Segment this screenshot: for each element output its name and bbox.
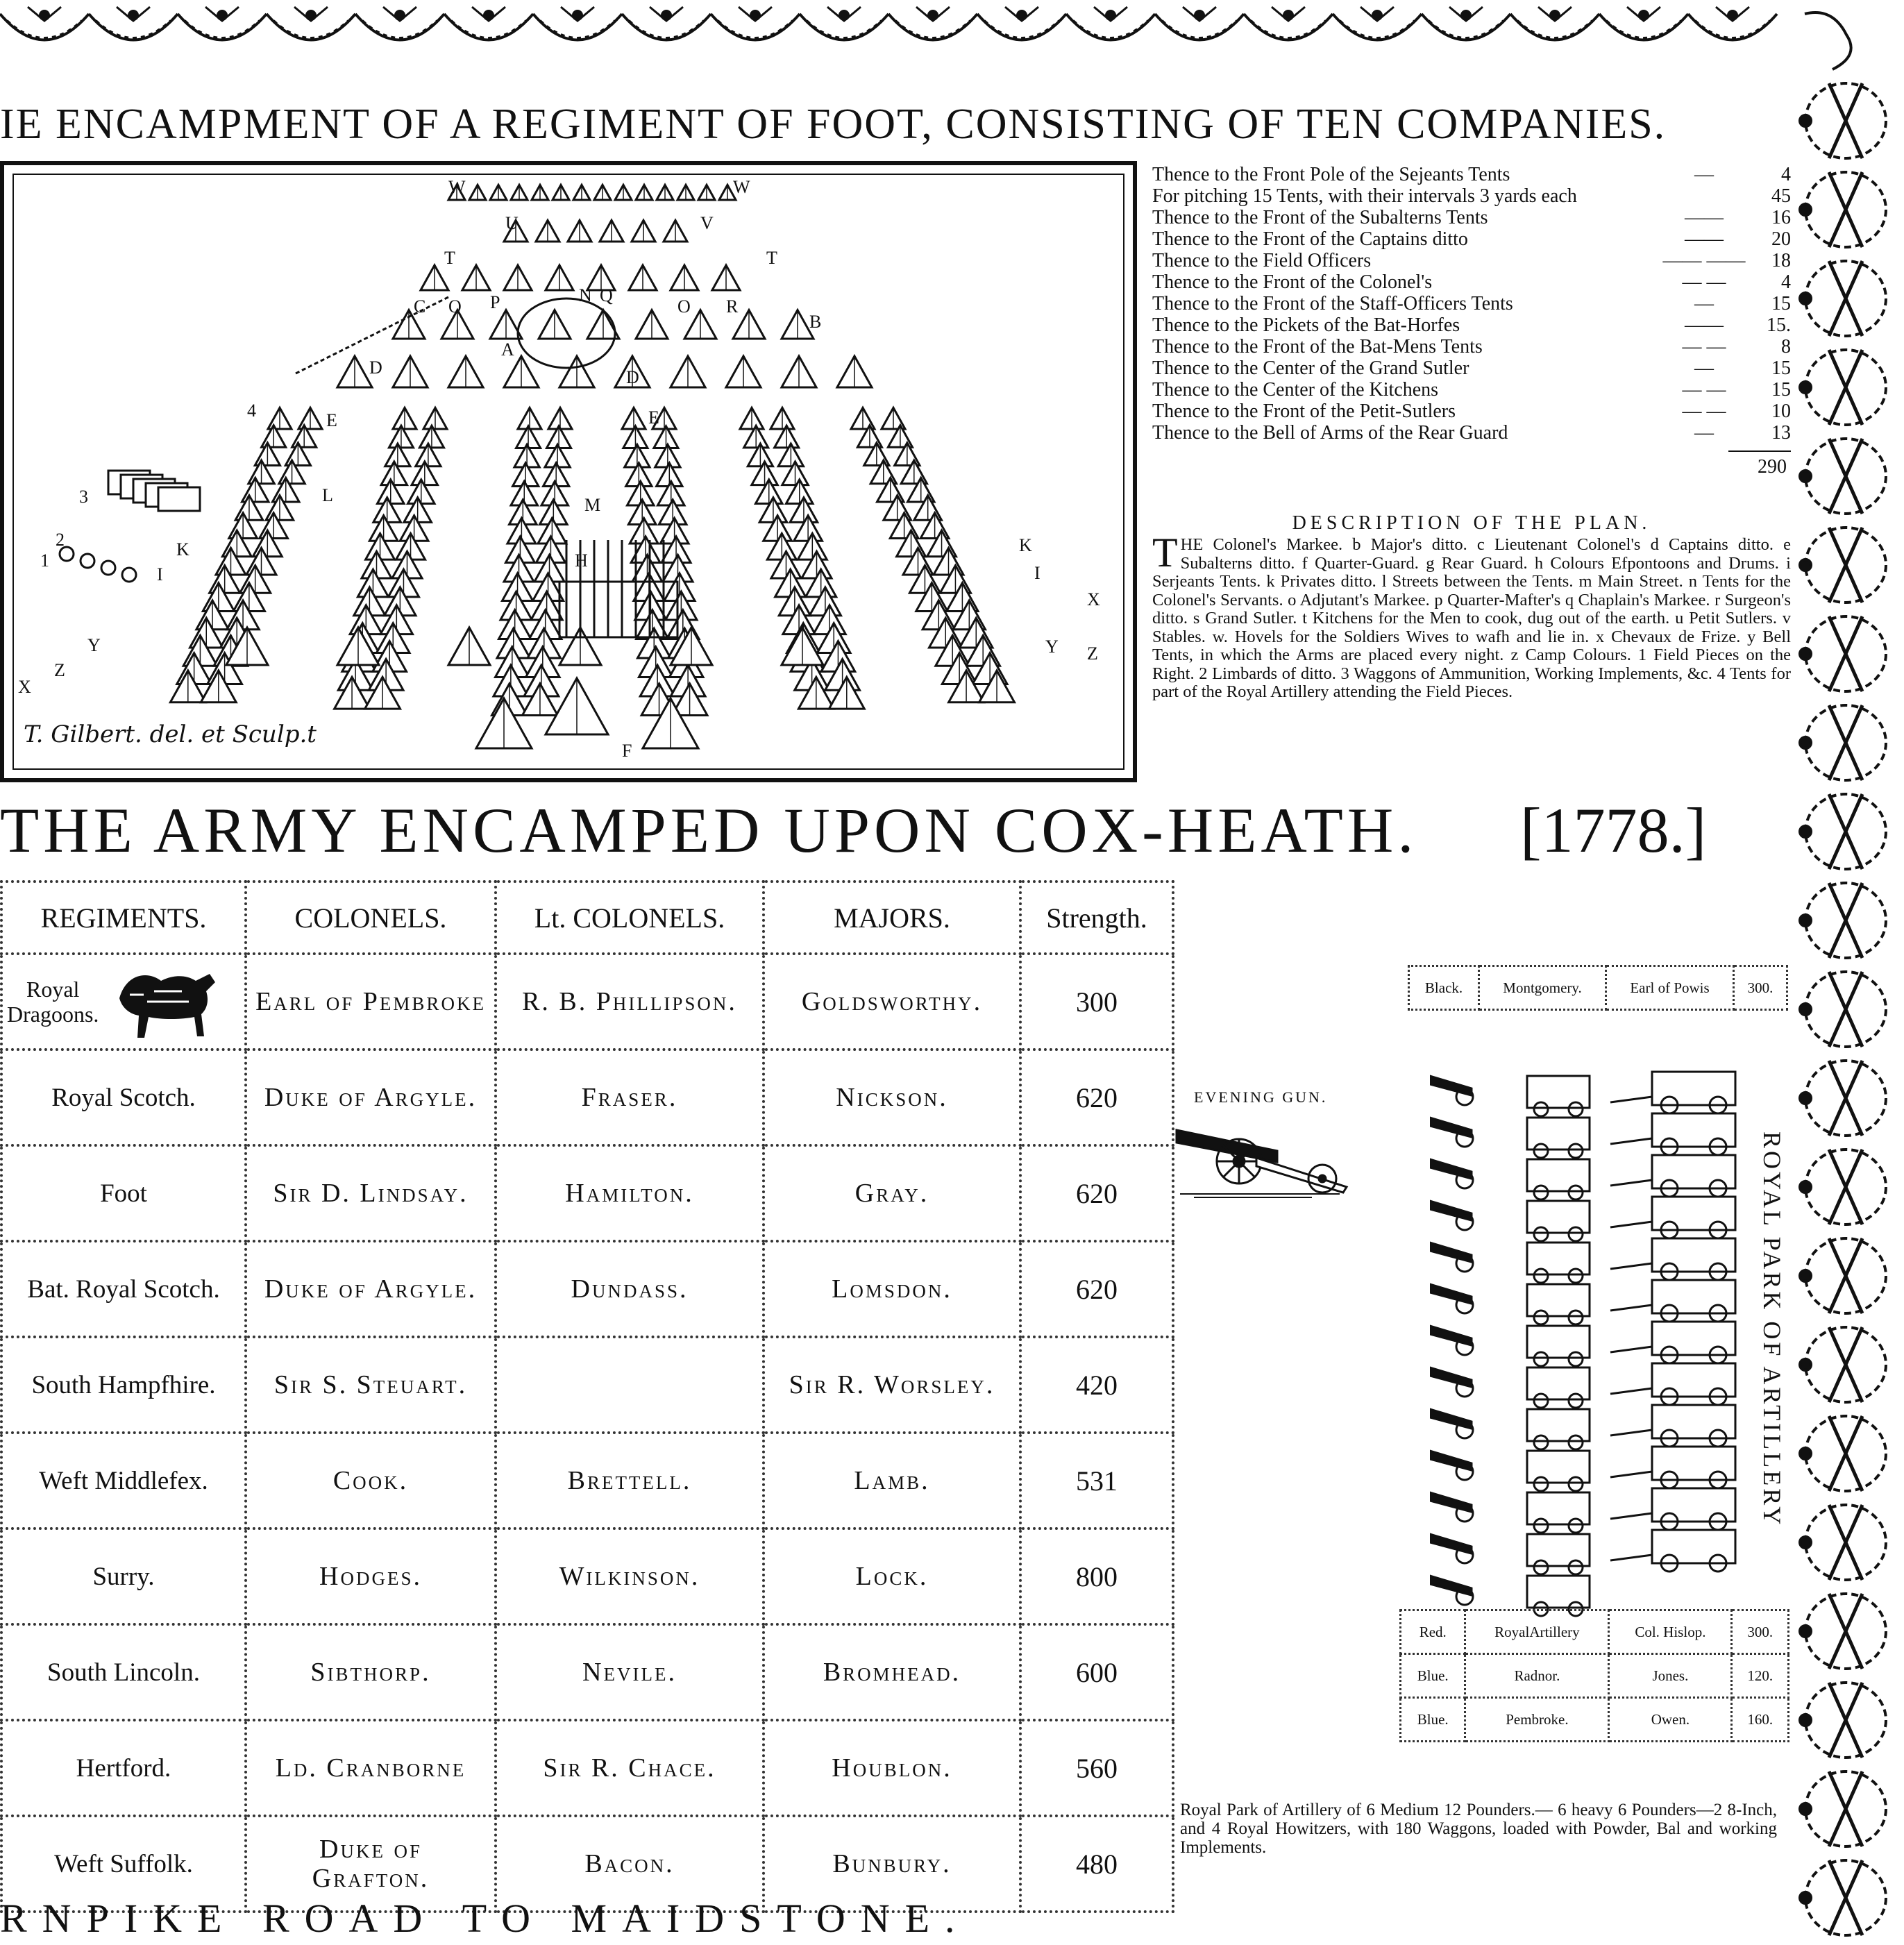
wagon-icon xyxy=(1652,1322,1735,1355)
plan-letter: C xyxy=(414,296,426,317)
colonel-cell: Sibthorp. xyxy=(246,1624,496,1720)
cannon-icon xyxy=(1430,1492,1472,1512)
park-rank xyxy=(1430,1238,1735,1283)
plan-letter: I xyxy=(157,564,163,584)
distance-row xyxy=(1152,422,1791,444)
cannon-icon xyxy=(1173,1102,1354,1199)
mini-cell: Blue. xyxy=(1401,1654,1465,1698)
distance-row xyxy=(1152,271,1791,293)
colonel-cell: Sir S. Steuart. xyxy=(246,1337,496,1433)
plan-letter: O xyxy=(448,296,462,317)
plan-letter: X xyxy=(1087,589,1100,609)
wagon-icon xyxy=(1652,1280,1735,1313)
regiment-cell: South Hampfhire. xyxy=(1,1337,246,1433)
wagon-icon xyxy=(1652,1530,1735,1563)
lt-colonel-cell: Bacon. xyxy=(496,1816,764,1912)
description-body: HE Colonel's Markee. b Major's ditto. c Lieutenant Colonel's d Captains ditto. e Subalterns ditto. f Quarter-Guard. g Rear Guard. h Colours Efpontoons and Drums. i Serjeants Tents. k Privates ditto. l Streets between the Tents. m Main Street. n Tents for the Colonel's Servants. o Adjutant's Markee. p Quarter-Mafter's q Chaplain's Markee. r Surgeon's ditto. s Grand Sutler. t Kitchens for the Men to cook, dug out of the earth. u Petit Sutlers. v Stables. w. Hovels for the Soldiers Wives to wafh and lie in. x Chevaux de Frize. y Bell Tents, in which the Arms are placed every night. z Camp Colours. 1 Field Pieces on the Right. 2 Limbards of ditto. 3 Waggons of Ammunition, Working Implements, &c. 4 Tents for part of the Royal Artillery attending the Field Pieces. xyxy=(1152,535,1791,701)
mini-cell: 300. xyxy=(1732,1610,1789,1654)
cannon-icon xyxy=(1430,1201,1472,1220)
horse-icon xyxy=(106,960,220,1043)
park-rank xyxy=(1430,1447,1735,1491)
cannon-icon xyxy=(1430,1534,1472,1554)
garland-swag xyxy=(355,7,444,40)
table-row xyxy=(1,1241,1173,1337)
garland-wreath xyxy=(1800,705,1886,780)
park-rank xyxy=(1430,1530,1735,1574)
garland-swag xyxy=(178,7,267,40)
distance-label: For pitching 15 Tents, with their intervals 3 yards each xyxy=(1152,185,1577,207)
army-title: THE ARMY ENCAMPED UPON COX-HEATH. xyxy=(0,795,1418,866)
cannon-icon xyxy=(1430,1367,1472,1387)
lt-colonel-cell xyxy=(496,1337,764,1433)
park-rank xyxy=(1430,1322,1735,1366)
distance-row xyxy=(1152,164,1791,185)
distance-row xyxy=(1152,336,1791,357)
table-row xyxy=(1,1145,1173,1241)
garland-wreath xyxy=(1800,794,1886,869)
description-title: DESCRIPTION OF THE PLAN. xyxy=(1292,512,1651,534)
distance-label: Thence to the Front of the Petit-Sutlers xyxy=(1152,401,1456,422)
garland-wreath xyxy=(1800,172,1886,247)
mini-cell: Black. xyxy=(1409,966,1479,1010)
plan-letter: 3 xyxy=(79,487,88,507)
plan-letter: H xyxy=(575,550,588,571)
colonel-cell: Sir D. Lindsay. xyxy=(246,1145,496,1241)
mini-cell: Pembroke. xyxy=(1465,1698,1609,1742)
garland-wreath xyxy=(1800,1771,1886,1846)
table-row xyxy=(1401,1610,1789,1654)
black-row-table xyxy=(1408,965,1788,1011)
distance-dash: —— xyxy=(1685,228,1724,250)
engraver-signature: T. Gilbert. del. et Sculp.t xyxy=(24,721,317,748)
description-dropcap: T xyxy=(1152,530,1178,575)
distance-value: 15 xyxy=(1771,379,1791,401)
plan-letter: W xyxy=(448,177,466,197)
plan-letter: O xyxy=(677,296,691,317)
garland-swag xyxy=(1066,7,1155,40)
encampment-engraving xyxy=(4,165,1122,767)
mini-cell: Jones. xyxy=(1609,1654,1732,1698)
garland-wreath xyxy=(1800,83,1886,158)
distance-dash: — xyxy=(1694,357,1714,379)
park-vertical-label xyxy=(1749,1131,1791,1603)
distance-dash: — — xyxy=(1682,379,1726,401)
major-cell: Lomsdon. xyxy=(764,1241,1020,1337)
lt-colonel-cell: Wilkinson. xyxy=(496,1529,764,1624)
distance-row xyxy=(1152,207,1791,228)
distance-value: 15 xyxy=(1771,293,1791,314)
plan-letter: 2 xyxy=(56,530,65,550)
plan-letter: Q xyxy=(600,285,613,305)
garland-swag xyxy=(533,7,622,40)
major-cell: Houblon. xyxy=(764,1720,1020,1816)
distance-value: 10 xyxy=(1771,401,1791,422)
lt-colonel-cell: Fraser. xyxy=(496,1050,764,1145)
strength-cell: 560 xyxy=(1020,1720,1173,1816)
distance-row xyxy=(1152,401,1791,422)
mini-cell: Montgomery. xyxy=(1479,966,1606,1010)
park-rank xyxy=(1430,1363,1735,1408)
garland-wreath xyxy=(1800,1416,1886,1491)
wagon-icon xyxy=(1652,1197,1735,1230)
park-description: Royal Park of Artillery of 6 Medium 12 Pounders.— 6 heavy 6 Pounders—2 8-Inch, and 4 Royal Howitzers, with 180 Waggons, loaded with Powder, Bal and working Implements. xyxy=(1180,1801,1777,1857)
table-row xyxy=(1,954,1173,1050)
army-year: [1778.] xyxy=(1520,795,1707,866)
distance-label: Thence to the Front of the Bat-Mens Tents xyxy=(1152,336,1483,357)
plan-letter: A xyxy=(501,339,514,360)
distance-label: Thence to the Field Officers xyxy=(1152,250,1372,271)
park-vertical-text: ROYAL PARK OF ARTILLERY xyxy=(1758,1131,1786,1528)
garland-wreath xyxy=(1800,1594,1886,1669)
encampment-plan xyxy=(0,161,1137,782)
garland-wreath xyxy=(1800,1238,1886,1313)
colonel-cell: Hodges. xyxy=(246,1529,496,1624)
garland-swag xyxy=(1599,7,1688,40)
garland-wreath xyxy=(1800,972,1886,1047)
regiment-cell: Weft Suffolk. xyxy=(1,1816,246,1912)
wagon-icon xyxy=(1652,1363,1735,1397)
regiment-cell: South Lincoln. xyxy=(1,1624,246,1720)
wagon-icon xyxy=(1652,1113,1735,1147)
table-row xyxy=(1,1337,1173,1433)
cannon-icon xyxy=(1430,1451,1472,1470)
cannon-icon xyxy=(1430,1243,1472,1262)
wagon-icon xyxy=(1652,1072,1735,1105)
table-row xyxy=(1,1050,1173,1145)
distance-row xyxy=(1152,185,1791,207)
distance-label: Thence to the Front of the Colonel's xyxy=(1152,271,1433,293)
plan-letter: 4 xyxy=(247,401,256,421)
plan-letter: E xyxy=(648,407,659,428)
plan-letter: M xyxy=(584,495,601,515)
cannon-icon xyxy=(1430,1076,1472,1095)
wagon-icon xyxy=(1652,1405,1735,1438)
garland-wreath xyxy=(1800,261,1886,336)
garland-swag xyxy=(800,7,888,40)
garland-swag xyxy=(977,7,1066,40)
table-row xyxy=(1,1529,1173,1624)
garland-swag xyxy=(1333,7,1422,40)
field-piece xyxy=(122,568,136,582)
mini-cell: Radnor. xyxy=(1465,1654,1609,1698)
table-row xyxy=(1401,1698,1789,1742)
mini-cell: Earl of Powis xyxy=(1606,966,1734,1010)
plan-letter: D xyxy=(369,357,382,378)
regiment-cell: Weft Middlefex. xyxy=(1,1433,246,1529)
distance-dash xyxy=(1659,185,1749,207)
major-cell: Sir R. Worsley. xyxy=(764,1337,1020,1433)
plan-letter: N xyxy=(579,285,592,305)
description-text xyxy=(1152,530,1791,702)
plan-letter: P xyxy=(490,292,500,312)
regiment-line: Dragoons. xyxy=(7,1002,99,1027)
distance-value: 8 xyxy=(1781,336,1791,357)
wagon-icon xyxy=(1652,1238,1735,1272)
distance-row xyxy=(1152,228,1791,250)
colonel-cell: Duke of Argyle. xyxy=(246,1050,496,1145)
garland-wreath xyxy=(1800,1327,1886,1402)
right-garland-border xyxy=(1787,0,1904,1945)
plan-letter: Y xyxy=(87,635,101,655)
plan-letter: K xyxy=(1019,535,1032,555)
table-row xyxy=(1401,1654,1789,1698)
header-strength: Strength. xyxy=(1020,882,1173,954)
strength-cell: 300 xyxy=(1020,954,1173,1050)
major-cell: Nickson. xyxy=(764,1050,1020,1145)
garland-wreath xyxy=(1800,1150,1886,1224)
distance-dash: — — xyxy=(1682,336,1726,357)
mini-cell: Owen. xyxy=(1609,1698,1732,1742)
strength-cell: 620 xyxy=(1020,1050,1173,1145)
wagon-icon xyxy=(1652,1447,1735,1480)
strength-cell: 531 xyxy=(1020,1433,1173,1529)
colonel-cell: Cook. xyxy=(246,1433,496,1529)
garland-swag xyxy=(711,7,800,40)
garland-swag xyxy=(1155,7,1244,40)
distance-dash: —— xyxy=(1685,207,1724,228)
distance-row xyxy=(1152,357,1791,379)
major-cell: Bunbury. xyxy=(764,1816,1020,1912)
distance-row xyxy=(1152,293,1791,314)
strength-cell: 620 xyxy=(1020,1145,1173,1241)
garland-swag xyxy=(622,7,711,40)
colonel-line: Duke of xyxy=(319,1834,422,1864)
regiment-cell: Foot xyxy=(1,1145,246,1241)
park-rank xyxy=(1430,1488,1735,1533)
regiment-cell: Royal Scotch. xyxy=(1,1050,246,1145)
plan-letter: K xyxy=(176,539,189,559)
garland-wreath xyxy=(1800,528,1886,603)
mini-cell: Blue. xyxy=(1401,1698,1465,1742)
garland-wreath xyxy=(1800,1505,1886,1580)
strength-cell: 800 xyxy=(1020,1529,1173,1624)
header-regiments: REGIMENTS. xyxy=(1,882,246,954)
lt-colonel-cell: R. B. Phillipson. xyxy=(496,954,764,1050)
artillery-park xyxy=(1430,1062,1756,1621)
lt-colonel-cell: Hamilton. xyxy=(496,1145,764,1241)
field-piece xyxy=(101,561,115,575)
distance-row xyxy=(1152,314,1791,336)
cannon-icon xyxy=(1430,1159,1472,1179)
table-row xyxy=(1,1720,1173,1816)
distance-dash: — xyxy=(1694,293,1714,314)
field-piece xyxy=(81,554,94,568)
distance-value: 45 xyxy=(1771,185,1791,207)
lt-colonel-cell: Nevile. xyxy=(496,1624,764,1720)
garland-swag xyxy=(267,7,355,40)
garland-wreath xyxy=(1800,616,1886,691)
plan-letter: R xyxy=(726,296,739,317)
wagon-icon xyxy=(1652,1155,1735,1188)
plan-letter: V xyxy=(700,213,714,233)
mini-cell: 120. xyxy=(1732,1654,1789,1698)
garland-swag xyxy=(89,7,178,40)
distance-label: Thence to the Front of the Subalterns Tents xyxy=(1152,207,1488,228)
plan-letter: T xyxy=(444,248,455,268)
plan-letter: I xyxy=(1034,563,1041,583)
garland-wreath xyxy=(1800,883,1886,958)
park-rank xyxy=(1430,1072,1735,1116)
cannon-icon xyxy=(1430,1284,1472,1304)
plan-letter: W xyxy=(733,177,750,197)
garland-wreath xyxy=(1800,1683,1886,1758)
regiment-cell: Surry. xyxy=(1,1529,246,1624)
park-rank xyxy=(1430,1113,1735,1158)
cannon-icon xyxy=(1430,1326,1472,1345)
distance-value: 15. xyxy=(1767,314,1791,336)
distance-value: 20 xyxy=(1771,228,1791,250)
cannon-icon xyxy=(1430,1576,1472,1595)
distance-row xyxy=(1152,379,1791,401)
major-cell: Goldsworthy. xyxy=(764,954,1020,1050)
plan-letter: D xyxy=(626,367,639,387)
garland-swag xyxy=(0,7,89,40)
table-row xyxy=(1,1433,1173,1529)
strength-cell: 620 xyxy=(1020,1241,1173,1337)
wagon-icon xyxy=(1652,1488,1735,1522)
distance-label: Thence to the Center of the Grand Sutler xyxy=(1152,357,1469,379)
regiment-line: Royal xyxy=(26,977,80,1002)
plan-letter: F xyxy=(622,741,632,761)
distance-dash: — — xyxy=(1682,401,1726,422)
distance-row xyxy=(1152,250,1791,271)
plan-letter: T xyxy=(766,248,777,268)
park-rank xyxy=(1430,1280,1735,1324)
distance-label: Thence to the Front Pole of the Sejeants Tents xyxy=(1152,164,1510,185)
garland-swag xyxy=(1244,7,1333,40)
lt-colonel-cell: Dundass. xyxy=(496,1241,764,1337)
garland-wreath xyxy=(1800,1061,1886,1136)
table-row xyxy=(1,1624,1173,1720)
distance-dash: — xyxy=(1694,422,1714,444)
distance-label: Thence to the Center of the Kitchens xyxy=(1152,379,1439,401)
regiment-cell: Bat. Royal Scotch. xyxy=(1,1241,246,1337)
garland-swag xyxy=(888,7,977,40)
table-header-row xyxy=(1,882,1173,954)
plan-letter: 1 xyxy=(40,550,49,571)
major-cell: Lamb. xyxy=(764,1433,1020,1529)
distance-value: 4 xyxy=(1781,271,1791,293)
colonel-cell: Earl of Pembroke xyxy=(246,954,496,1050)
mini-cell: Red. xyxy=(1401,1610,1465,1654)
strength-cell: 420 xyxy=(1020,1337,1173,1433)
distance-label: Thence to the Pickets of the Bat-Horfes xyxy=(1152,314,1460,336)
top-garland-border xyxy=(0,0,1904,76)
garland-wreath xyxy=(1800,1860,1886,1935)
mini-cell: RoyalArtillery xyxy=(1465,1610,1609,1654)
evening-gun-label: EVENING GUN. xyxy=(1194,1088,1328,1106)
distance-label: Thence to the Front of the Captains ditto xyxy=(1152,228,1468,250)
major-cell: Bromhead. xyxy=(764,1624,1020,1720)
mini-cell: Col. Hislop. xyxy=(1609,1610,1732,1654)
header-majors: MAJORS. xyxy=(764,882,1020,954)
turnpike-road-label: RNPIKE ROAD TO MAIDSTONE. xyxy=(0,1896,970,1941)
cannon-icon xyxy=(1430,1118,1472,1137)
distance-value: 18 xyxy=(1771,250,1791,271)
colonel-cell: Ld. Cranborne xyxy=(246,1720,496,1816)
major-cell: Gray. xyxy=(764,1145,1020,1241)
distance-dash: — — xyxy=(1682,271,1726,293)
distance-value: 13 xyxy=(1771,422,1791,444)
regiment-cell: Hertford. xyxy=(1,1720,246,1816)
distance-label: Thence to the Bell of Arms of the Rear Guard xyxy=(1152,422,1508,444)
colonel-line: Grafton. xyxy=(312,1863,430,1893)
plan-letter: X xyxy=(18,677,31,697)
garland-swag xyxy=(1688,7,1777,40)
colonel-cell: Duke of Argyle. xyxy=(246,1241,496,1337)
plan-letter: E xyxy=(326,410,337,430)
strength-cell: 600 xyxy=(1020,1624,1173,1720)
table-row xyxy=(1409,966,1787,1010)
plan-letter: B xyxy=(809,312,822,332)
distance-dash: —— —— xyxy=(1662,250,1746,271)
park-rows-table xyxy=(1399,1609,1789,1742)
plan-letter: U xyxy=(505,213,519,233)
distances-total: 290 xyxy=(1152,456,1791,478)
distance-dash: —— xyxy=(1685,314,1724,336)
distances-list xyxy=(1152,164,1791,478)
lt-colonel-cell: Brettell. xyxy=(496,1433,764,1529)
distance-dash: — xyxy=(1694,164,1714,185)
regiments-table xyxy=(0,880,1174,1913)
strength-cell: 480 xyxy=(1020,1816,1173,1912)
park-rank xyxy=(1430,1155,1735,1199)
regiment-cell xyxy=(1,954,246,1050)
garland-wreath xyxy=(1800,350,1886,425)
plan-letter: L xyxy=(322,485,333,505)
mini-cell: 300. xyxy=(1734,966,1787,1010)
plan-letter: Z xyxy=(1087,643,1098,664)
garland-wreath xyxy=(1800,439,1886,514)
major-cell: Lock. xyxy=(764,1529,1020,1624)
distance-value: 15 xyxy=(1771,357,1791,379)
distance-value: 4 xyxy=(1781,164,1791,185)
lt-colonel-cell: Sir R. Chace. xyxy=(496,1720,764,1816)
plan-letter: Z xyxy=(54,660,65,680)
park-rank xyxy=(1430,1405,1735,1449)
plan-letter: Y xyxy=(1045,637,1059,657)
main-title: IE ENCAMPMENT OF A REGIMENT OF FOOT, CONSISTING OF TEN COMPANIES. xyxy=(0,101,1667,148)
cannon-icon xyxy=(1430,1409,1472,1429)
garland-swag xyxy=(444,7,533,40)
distance-label: Thence to the Front of the Staff-Officers Tents xyxy=(1152,293,1513,314)
distance-value: 16 xyxy=(1771,207,1791,228)
wagon-icon xyxy=(158,487,200,511)
park-rank xyxy=(1430,1197,1735,1241)
garland-swag xyxy=(1510,7,1599,40)
header-lt-colonels: Lt. COLONELS. xyxy=(496,882,764,954)
header-colonels: COLONELS. xyxy=(246,882,496,954)
mini-cell: 160. xyxy=(1732,1698,1789,1742)
garland-swag xyxy=(1422,7,1510,40)
